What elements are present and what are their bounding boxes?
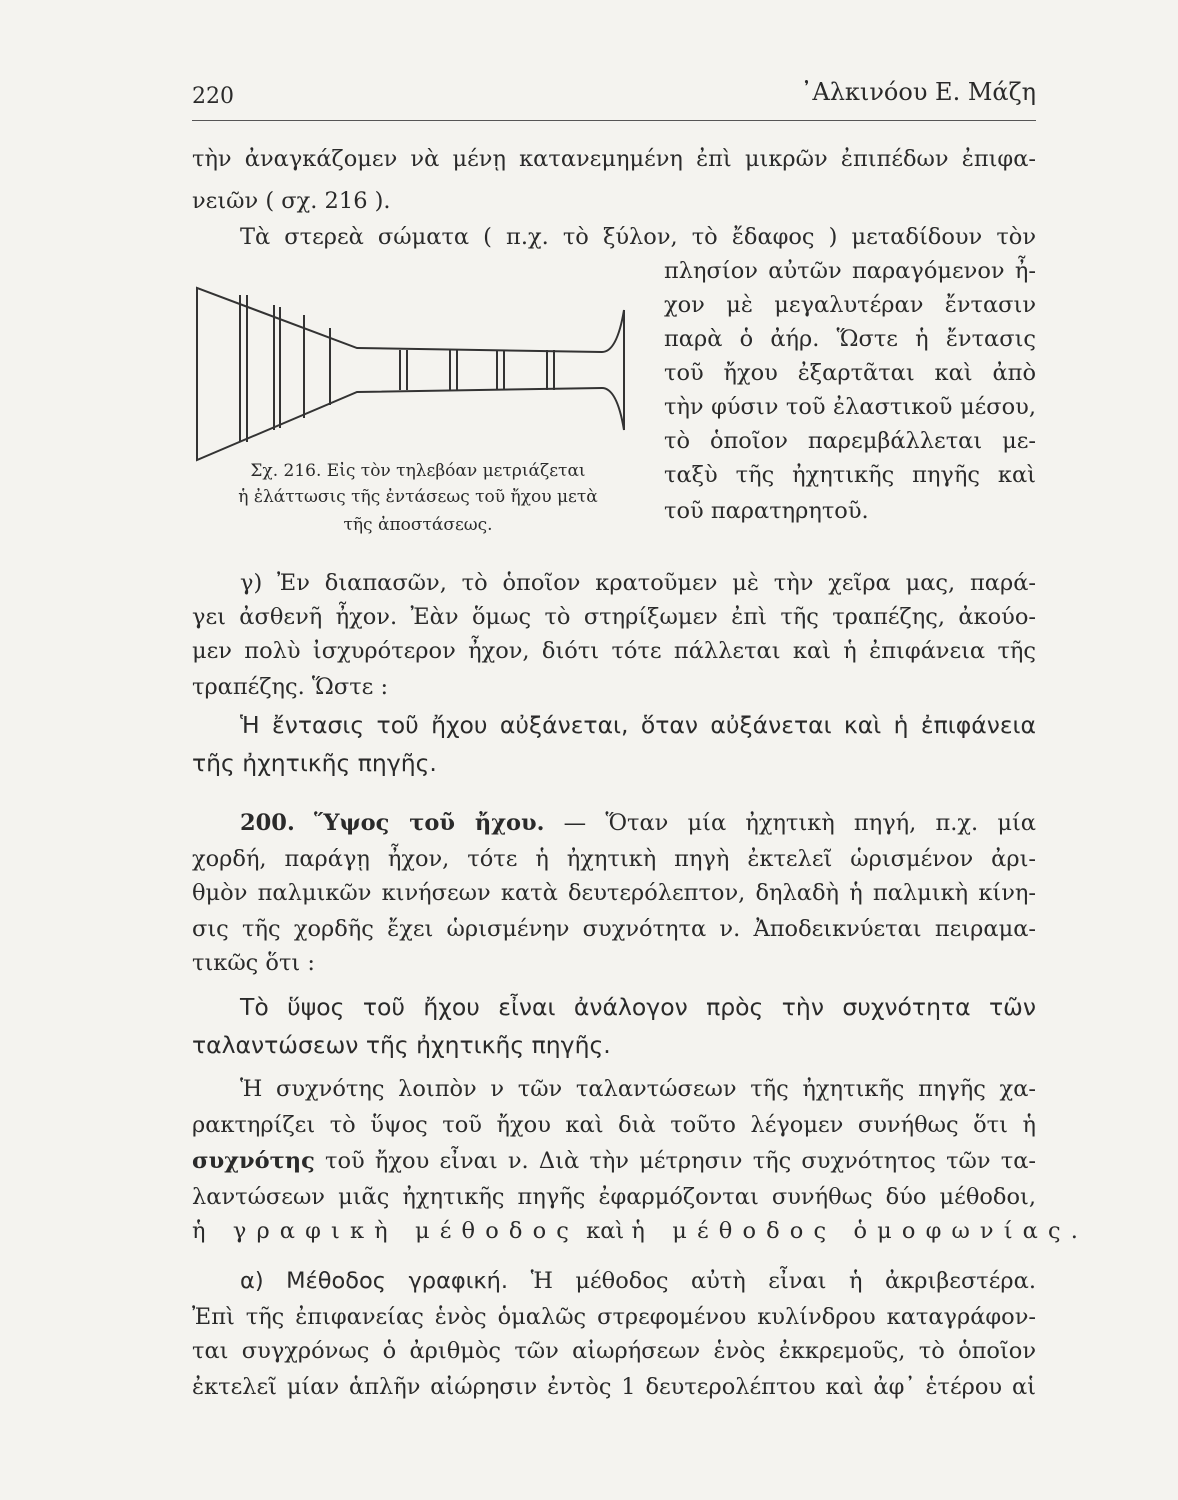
section-heading-line bbox=[192, 806, 1036, 840]
text-line: γ) Ἐν διαπασῶν, τὸ ὁποῖον κρατοῦμεν μὲ τὴν χεῖρα μας, παρά- bbox=[240, 570, 1036, 596]
page-number: 220 bbox=[192, 84, 234, 109]
law-statement-line: Ἡ ἔντασις τοῦ ἤχου αὐξάνεται, ὅταν αὐξάνεται καὶ ἡ ἐπιφάνεια bbox=[240, 711, 1036, 739]
law-statement-line: Τὸ ὕψος τοῦ ἤχου εἶναι ἀνάλογον πρὸς τὴν συχνότητα τῶν bbox=[240, 993, 1036, 1021]
text-line: ται συγχρόνως ὁ ἀριθμὸς τῶν αἰωρήσεων ἑνὸς ἐκκρεμοῦς, τὸ ὁποῖον bbox=[192, 1338, 1036, 1364]
text-line: γει ἀσθενῆ ἦχον. Ἐὰν ὅμως τὸ στηρίξωμεν ἐπὶ τῆς τραπέζης, ἀκούο- bbox=[192, 604, 1036, 630]
emphasized-term: συχνότης bbox=[192, 1148, 315, 1174]
method-name-graphic: ἡ γραφικὴ μέθοδος bbox=[192, 1218, 579, 1244]
text-line bbox=[192, 1264, 1036, 1298]
law-statement-line: τῆς ἠχητικῆς πηγῆς. bbox=[192, 749, 437, 777]
page-header bbox=[192, 78, 1036, 118]
text-line: χορδή, παράγῃ ἦχον, τότε ἡ ἠχητικὴ πηγὴ ἐκτελεῖ ὡρισμένον ἀρι- bbox=[192, 846, 1036, 872]
figure-caption-line: ἡ ἐλάττωσις τῆς ἐντάσεως τοῦ ἤχου μετὰ bbox=[238, 487, 598, 507]
megaphone-figure bbox=[192, 280, 632, 470]
running-head-author: ᾿Αλκινόου Ε. Μάζη bbox=[800, 78, 1036, 106]
text-line: νειῶν ( σχ. 216 ). bbox=[192, 188, 391, 214]
text-line: ἐκτελεῖ μίαν ἁπλῆν αἰώρησιν ἐντὸς 1 δευτερολέπτου καὶ ἀφ᾿ ἑτέρου αἱ bbox=[192, 1374, 1036, 1400]
section-number: 200. bbox=[240, 810, 295, 836]
megaphone-icon bbox=[192, 280, 632, 470]
text-line: Τὰ στερεὰ σώματα ( π.χ. τὸ ξύλον, τὸ ἔδαφος ) μεταδίδουν τὸν bbox=[240, 224, 1036, 250]
text-line: τὸ ὁποῖον παρεμβάλλεται με- bbox=[664, 428, 1036, 454]
text-segment: καὶ bbox=[586, 1218, 625, 1244]
text-line: σις τῆς χορδῆς ἔχει ὡρισμένην συχνότητα ν. Ἀποδεικνύεται πειραμα- bbox=[192, 916, 1036, 942]
text-line: παρὰ ὁ ἀήρ. Ὥστε ἡ ἔντασις bbox=[664, 326, 1036, 352]
text-line: τοῦ παρατηρητοῦ. bbox=[664, 498, 869, 524]
section-text: — Ὅταν μία ἠχητικὴ πηγή, π.χ. μία bbox=[563, 810, 1036, 836]
law-statement-line: ταλαντώσεων τῆς ἠχητικῆς πηγῆς. bbox=[192, 1031, 611, 1059]
text-line: Ἡ συχνότης λοιπὸν ν τῶν ταλαντώσεων τῆς ἠχητικῆς πηγῆς χα- bbox=[240, 1076, 1036, 1102]
figure-caption-line: τῆς ἀποστάσεως. bbox=[343, 515, 493, 535]
text-line: τοῦ ἤχου ἐξαρτᾶται καὶ ἀπὸ bbox=[664, 360, 1036, 386]
text-segment: τοῦ ἤχου εἶναι ν. Διὰ τὴν μέτρησιν τῆς συχνότητος τῶν τα- bbox=[325, 1148, 1036, 1174]
text-line: τὴν φύσιν τοῦ ἐλαστικοῦ μέσου, bbox=[664, 394, 1036, 420]
text-line: πλησίον αὐτῶν παραγόμενον ἦ- bbox=[664, 258, 1036, 284]
text-line: τικῶς ὅτι : bbox=[192, 950, 315, 976]
text-line: χον μὲ μεγαλυτέραν ἔντασιν bbox=[664, 292, 1036, 318]
text-line: τὴν ἀναγκάζομεν νὰ μένῃ κατανεμημένη ἐπὶ μικρῶν ἐπιπέδων ἐπιφα- bbox=[192, 146, 1036, 172]
text-line bbox=[192, 1214, 1088, 1248]
text-line: Ἐπὶ τῆς ἐπιφανείας ἑνὸς ὁμαλῶς στρεφομένου κυλίνδρου καταγράφον- bbox=[192, 1304, 1036, 1330]
method-name-unison: ἡ μέθοδος ὁμοφωνίας. bbox=[631, 1218, 1088, 1244]
text-line: τραπέζης. Ὥστε : bbox=[192, 674, 389, 700]
text-line: θμὸν παλμικῶν κινήσεων κατὰ δευτερόλεπτον, δηλαδὴ ἡ παλμικὴ κίνη- bbox=[192, 880, 1036, 906]
text-line: μεν πολὺ ἰσχυρότερον ἦχον, διότι τότε πάλλεται καὶ ἡ ἐπιφάνεια τῆς bbox=[192, 638, 1036, 664]
text-segment: Ἡ μέθοδος αὐτὴ εἶναι ἡ ἀκριβεστέρα. bbox=[530, 1268, 1036, 1294]
text-line: λαντώσεων μιᾶς ἠχητικῆς πηγῆς ἐφαρμόζονται συνήθως δύο μέθοδοι, bbox=[192, 1184, 1036, 1210]
section-title: Ὕψος τοῦ ἤχου. bbox=[314, 810, 545, 836]
text-line: ταξὺ τῆς ἠχητικῆς πηγῆς καὶ bbox=[664, 462, 1036, 488]
figure-caption-line: Σχ. 216. Εἰς τὸν τηλεβόαν μετριάζεται bbox=[250, 461, 586, 481]
text-line bbox=[192, 1144, 1036, 1178]
subsection-heading: α) Μέθοδος γραφική. bbox=[240, 1268, 509, 1294]
header-rule bbox=[192, 120, 1036, 121]
text-line: ρακτηρίζει τὸ ὕψος τοῦ ἤχου καὶ διὰ τοῦτο λέγομεν συνήθως ὅτι ἡ bbox=[192, 1112, 1036, 1138]
